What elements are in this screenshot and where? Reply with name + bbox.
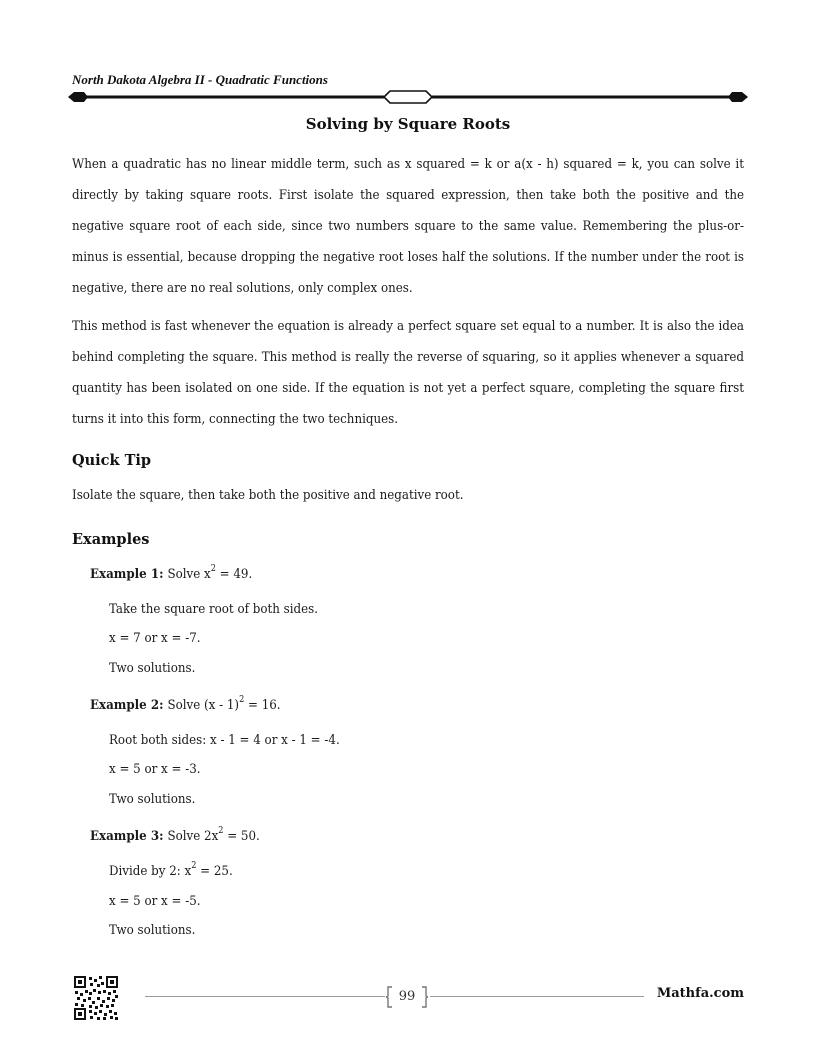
example-1-step-1 — [109, 602, 318, 617]
example-problem: Solve x — [167, 567, 211, 582]
example-problem-end: = 49. — [215, 567, 253, 582]
step-text: Root both sides: x - 1 = 4 or x - 1 = -4. — [109, 733, 340, 748]
site-name: Mathfa.com — [656, 986, 744, 1001]
qr-code-icon — [73, 975, 119, 1021]
examples-heading: Examples — [72, 531, 150, 548]
example-2-step-1 — [109, 733, 340, 748]
step-text: Two solutions. — [109, 661, 196, 676]
example-label: Example 3: — [90, 829, 164, 844]
example-2-step-3 — [109, 792, 195, 807]
example-problem: Solve 2x — [167, 829, 219, 844]
exponent: 2 — [218, 826, 224, 836]
example-problem-end: = 50. — [223, 829, 260, 844]
example-1-title — [90, 564, 253, 582]
exponent: 2 — [239, 695, 245, 705]
method-paragraph: This method is fast whenever the equation is already a perfect square set equal to a number. It is also the idea behind completing the square. This method is really the reverse of squaring, so it applies whenever a squared quantity has been isolated on one side. If the equation is not yet a perfect square, completing the square first turns it into this form, connecting the two techniques. — [72, 319, 744, 427]
step-text: Two solutions. — [109, 792, 196, 807]
example-problem: Solve (x - 1) — [167, 698, 240, 713]
step-text: Divide by 2: x — [109, 864, 192, 879]
running-header-title: North Dakota Algebra II - Quadratic Functions — [72, 72, 328, 87]
page-number: 99 — [398, 989, 416, 1004]
quick-tip-heading: Quick Tip — [72, 452, 152, 469]
example-3-step-1 — [109, 861, 233, 879]
example-1-step-2 — [109, 631, 201, 646]
header-rule-ornament — [68, 88, 748, 106]
page-title: Solving by Square Roots — [305, 115, 511, 133]
example-2-step-2 — [109, 762, 201, 777]
example-problem-end: = 16. — [244, 698, 281, 713]
footer-rule-right — [430, 996, 644, 997]
page-number-box — [386, 986, 428, 1008]
step-text: x = 5 or x = -5. — [109, 894, 201, 909]
step-text: x = 7 or x = -7. — [109, 631, 201, 646]
step-text-end: = 25. — [196, 864, 233, 879]
example-3-step-2 — [109, 894, 201, 909]
intro-paragraph: When a quadratic has no linear middle term, such as x squared = k or a(x - h) squared = k, you can solve it directly by taking square roots. First isolate the squared expression, then take both the positive and the negative square root of each side, since two numbers square to the same value. Remembering the plus-or-minus is essential, because dropping the negative root loses half the solutions. If the number under the root is negative, there are no real solutions, only complex ones. — [72, 157, 744, 296]
exponent: 2 — [191, 861, 197, 871]
example-label: Example 1: — [90, 567, 164, 582]
example-1-step-3 — [109, 661, 195, 676]
step-text: Two solutions. — [109, 923, 196, 938]
footer-rule-left — [145, 996, 385, 997]
example-3-title — [90, 826, 260, 844]
exponent: 2 — [210, 564, 216, 574]
example-3-step-3 — [109, 923, 195, 938]
example-label: Example 2: — [90, 698, 164, 713]
example-2-title — [90, 695, 281, 713]
step-text: Take the square root of both sides. — [109, 602, 319, 617]
step-text: x = 5 or x = -3. — [109, 762, 201, 777]
quick-tip-text: Isolate the square, then take both the positive and negative root. — [72, 488, 464, 503]
